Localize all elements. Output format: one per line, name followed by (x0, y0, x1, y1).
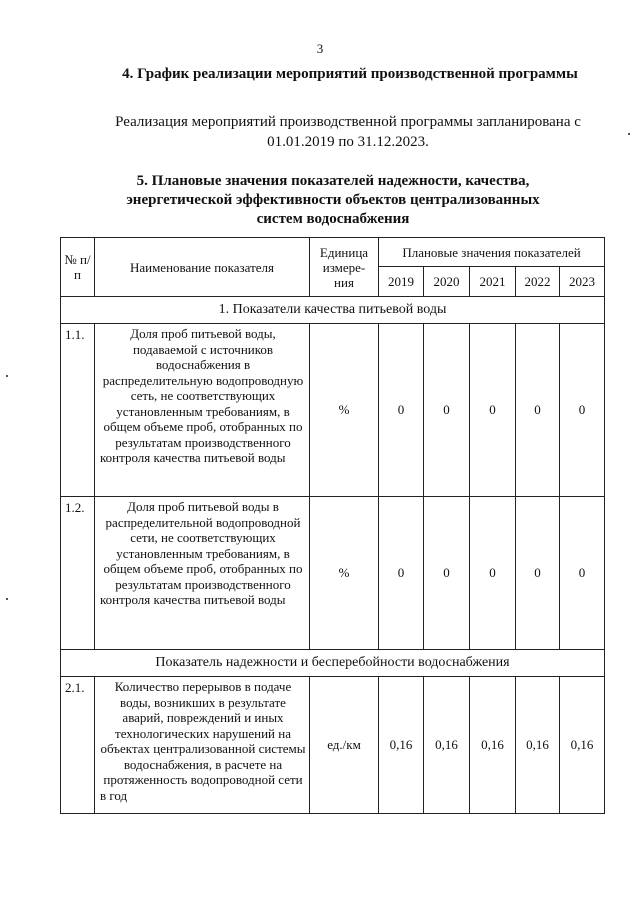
value-cell: 0 (560, 324, 605, 497)
table-row (61, 497, 605, 650)
value-cell: 0,16 (560, 677, 605, 814)
table-row (61, 677, 605, 814)
header-planned-values: Плановые значения показателей (379, 238, 605, 267)
value-cell: 0,16 (379, 677, 424, 814)
header-year: 2020 (424, 267, 470, 297)
value-cell: 0,16 (424, 677, 470, 814)
indicator-unit: % (310, 497, 379, 650)
indicator-unit: % (310, 324, 379, 497)
value-cell: 0 (516, 324, 560, 497)
value-cell: 0 (470, 497, 516, 650)
indicator-name: Количество перерывов в подаче воды, возникших в результате аварий, повреждений и иных технологических нарушений на объектах централизованной системы водоснабжения, в расчете на протяженность водопроводной сети в год (95, 677, 310, 814)
scan-speck (628, 133, 630, 135)
page-number: 3 (316, 41, 324, 56)
value-cell: 0 (379, 497, 424, 650)
section-row-title: 1. Показатели качества питьевой воды (61, 297, 605, 324)
header-year: 2023 (560, 267, 605, 297)
section-4-text: Реализация мероприятий производственной программы запланирована с 01.01.2019 по 31.12.2023. (115, 114, 581, 150)
header-year: 2022 (516, 267, 560, 297)
row-number: 1.1. (61, 324, 95, 497)
header-indicator-name: Наименование показателя (95, 238, 310, 297)
value-cell: 0 (470, 324, 516, 497)
indicator-unit: ед./км (310, 677, 379, 814)
section-4-heading: 4. График реализации мероприятий производственной программы (122, 66, 578, 82)
value-cell: 0,16 (516, 677, 560, 814)
row-number: 1.2. (61, 497, 95, 650)
section-5-heading: 5. Плановые значения показателей надежности, качества, энергетической эффективности объектов централизованных систем водоснабжения (126, 173, 540, 227)
header-year: 2019 (379, 267, 424, 297)
header-number: № п/п (61, 238, 95, 297)
indicator-name: Доля проб питьевой воды, подаваемой с источников водоснабжения в распределительную водопроводную сеть, не соответствующих установленным требованиям, в общем объеме проб, отобранных по результатам производственного контроля качества питьевой воды (95, 324, 310, 497)
scan-speck (6, 375, 8, 377)
value-cell: 0 (424, 324, 470, 497)
value-cell: 0,16 (470, 677, 516, 814)
scan-speck (6, 598, 8, 600)
value-cell: 0 (516, 497, 560, 650)
header-unit: Единица измере-ния (310, 238, 379, 297)
section-row-title: Показатель надежности и бесперебойности водоснабжения (61, 650, 605, 677)
value-cell: 0 (560, 497, 605, 650)
header-year: 2021 (470, 267, 516, 297)
indicators-table (60, 237, 605, 814)
value-cell: 0 (424, 497, 470, 650)
value-cell: 0 (379, 324, 424, 497)
row-number: 2.1. (61, 677, 95, 814)
indicator-name: Доля проб питьевой воды в распределительной водопроводной сети, не соответствующих установленным требованиям, в общем объеме проб, отобранных по результатам производственного контроля качества питьевой воды (95, 497, 310, 650)
table-row (61, 324, 605, 497)
